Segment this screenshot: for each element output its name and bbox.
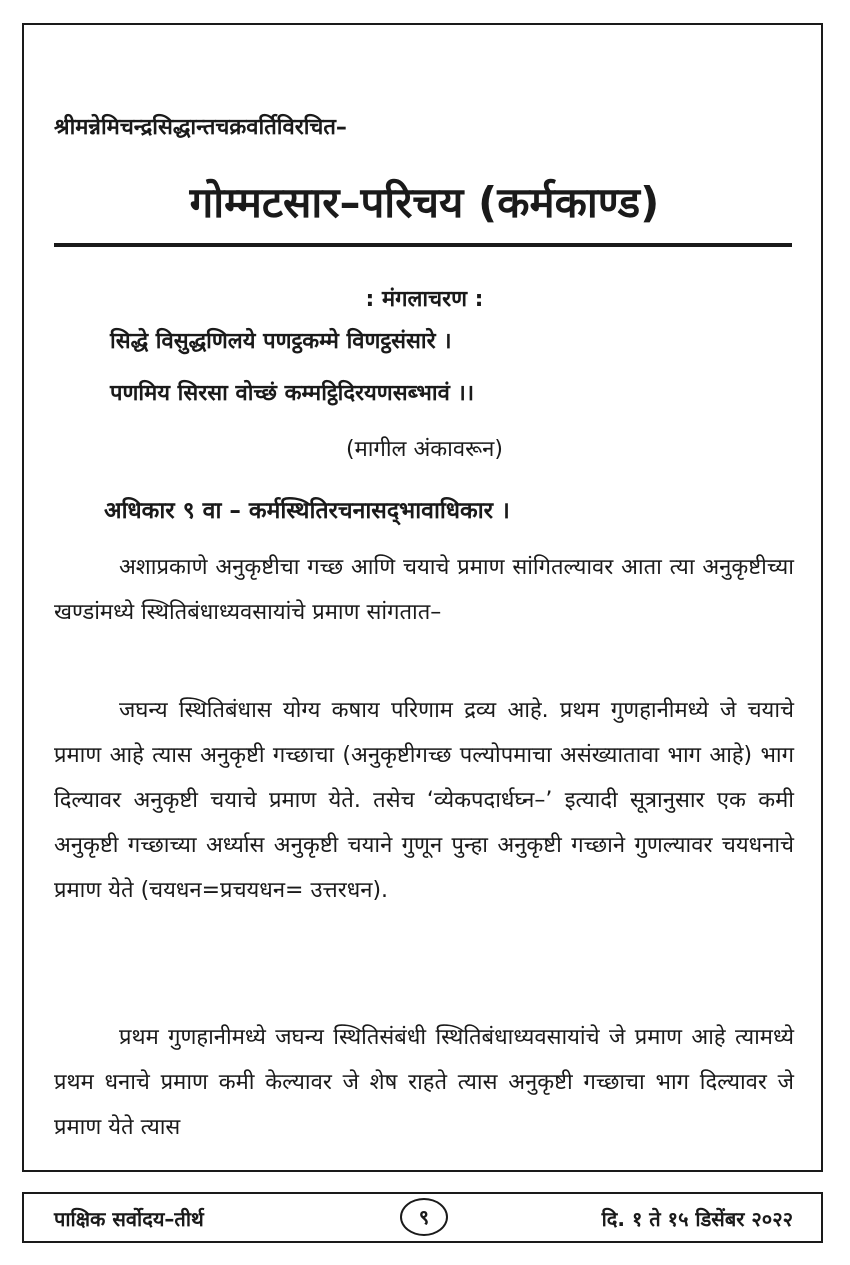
- invocation-verse-2: पणमिय सिरसा वोच्छं कम्मट्ठिदिरयणसब्भावं ।।: [110, 381, 475, 406]
- footer-issue-date: दि. १ ते १५ डिसेंबर २०२२: [601, 1207, 793, 1231]
- series-line: श्रीमन्नेमिचन्द्रसिद्धान्तचक्रवर्तिविरचित–: [54, 115, 347, 140]
- invocation-heading: : मंगलाचरण :: [365, 287, 484, 312]
- invocation-verse-1: सिद्धे विसुद्धणिलये पणट्ठकम्मे विणट्ठसंसारे ।: [110, 329, 452, 354]
- paragraph-1: अशाप्रकाणे अनुकृष्टीचा गच्छ आणि चयाचे प्रमाण सांगितल्यावर आता त्या अनुकृष्टीच्या खण्डांमध्ये स्थितिबंधाध्यवसायांचे प्रमाण सांगतात–: [54, 555, 794, 625]
- paragraph-3: प्रथम गुणहानीमध्ये जघन्य स्थितिसंबंधी स्थितिबंधाध्यवसायांचे जे प्रमाण आहे त्यामध्ये प्रथम धनाचे प्रमाण कमी केल्यावर जे शेष राहते त्यास अनुकृष्टी गच्छाचा भाग दिल्यावर जे प्रमाण येते त्यास: [54, 1025, 794, 1140]
- page-footer: [22, 1192, 823, 1243]
- paragraph-2: जघन्य स्थितिबंधास योग्य कषाय परिणाम द्रव्य आहे. प्रथम गुणहानीमध्ये जे चयाचे प्रमाण आहे त्यास अनुकृष्टी गच्छाचा (अनुकृष्टीगच्छ पल्योपमाचा असंख्यातावा भाग आहे) भाग दिल्यावर अनुकृष्टी चयाचे प्रमाण येते. तसेच ‘व्येकपदार्धघ्न–’ इत्यादी सूत्रानुसार एक कमी अनुकृष्टी गच्छाच्या अर्ध्यास अनुकृष्टी चयाने गुणून पुन्हा अनुकृष्टी गच्छाने गुणल्यावर चयधनाचे प्रमाण येते (चयधन=प्रचयधन= उत्तरधन).: [54, 698, 794, 903]
- continued-note: (मागील अंकावरून): [346, 437, 503, 462]
- title-divider: [54, 243, 792, 247]
- page-title: गोम्मटसार–परिचय (कर्मकाण्ड): [189, 178, 660, 227]
- chapter-heading: अधिकार ९ वा – कर्मस्थितिरचनासद्‌भावाधिकार ।: [104, 498, 510, 524]
- page-number: ९: [400, 1198, 448, 1236]
- page-content-frame: [22, 23, 823, 1172]
- footer-publication-name: पाक्षिक सर्वोदय–तीर्थ: [54, 1207, 204, 1231]
